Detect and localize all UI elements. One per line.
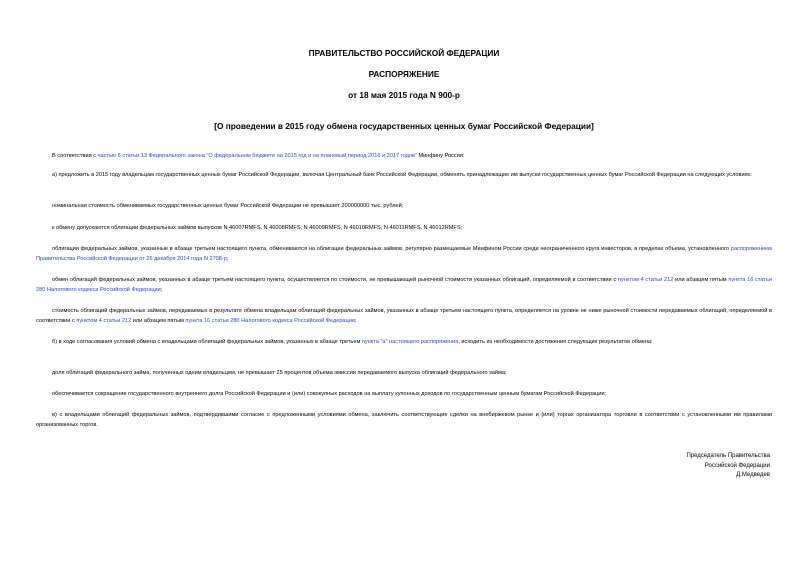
government-order-link[interactable]: распоряжением Правительства Российской Федерации от 26 декабря 2014 года N 2708-р [36, 246, 772, 262]
paragraph-text: Минфину России: [416, 153, 465, 159]
article-212-link[interactable]: пунктом 4 статьи 212 [617, 277, 674, 283]
paragraph-text: обмен облигаций федеральных займов, указанных в абзаце третьем настоящего пункта, осуществляется по стоимости, не превышающей рыночной стоимости указанных облигаций, определяемой в соответствии с [52, 277, 618, 283]
paragraph-c: в) с владельцами облигаций федеральных займов, подтвердившими согласие с предложенными условиями обмена, заключить соответствующие сделки на внебиржевом рынке и (или) торгах организатора торговли в соответствии с установленными им правилами организованных торгов. [36, 412, 772, 428]
paragraph-a: а) предложить в 2015 году владельцам государственных ценных бумаг Российской Федерации, включая Центральный банк Российской Федерации, обменять принадлежащие им выпуски государственных ценных бумаг Российской Федерации на следующих условиях: [52, 172, 752, 178]
paragraph-text: стоимость облигаций федеральных займов, передаваемых в результате обмена владельцам облигаций федеральных займов, указанных в абзаце третьем настоящего пункта, определяется на уровне не ниже рыночной стоимости передаваемых облигаций, определяемой в соответствии с [36, 308, 772, 324]
signature-block [686, 452, 770, 481]
paragraph-b [36, 338, 772, 348]
paragraph-text: В соответствии с [52, 153, 98, 159]
document-title: [О проведении в 2015 году обмена государственных ценных бумаг Российской Федерации] [214, 121, 594, 131]
document-type-heading: РАСПОРЯЖЕНИЕ [368, 69, 440, 79]
tax-code-article-280-link[interactable]: пункта 16 статьи 280 Налогового кодекса Российской Федерации [185, 317, 355, 324]
paragraph-text: облигации федеральных займов, указанные в абзаце третьем настоящего пункта, обмениваются на облигации федеральных займов, регулярно размещаемые Минфином России среди неограниченного круга инвесторов, в пределах объема, установленного [52, 246, 731, 252]
paragraph-text: или абзацем пятым [673, 277, 729, 283]
paragraph-text: б) в ходе согласования условий обмена с владельцами облигаций федеральных займов, указанных в абзаце третьем [52, 339, 362, 345]
date-number-heading: от 18 мая 2015 года N 900-р [348, 90, 460, 100]
paragraph-intro [36, 152, 772, 162]
signature-organization: Российской Федерации [704, 462, 770, 469]
paragraph-text: , исходить из необходимости достижения следующих результатов обмена: [458, 339, 653, 345]
federal-law-link[interactable]: частью 6 статьи 13 Федерального закона "О федеральном бюджете на 2015 год и на плановый период 2016 и 2017 годов" [97, 153, 417, 159]
tax-code-article-280-link[interactable]: пункта 16 статьи 280 Налогового кодекса Российской Федерации [36, 277, 772, 293]
paragraph-exchange-bonds [36, 245, 772, 264]
paragraph-text: или абзацем пятым [131, 317, 186, 324]
paragraph-debt-reduction: обеспечивается сокращение государственного внутреннего долга Российской Федерации и (или) совокупных расходов на выплату купонных доходов по государственным ценным бумагам Российской Федерации; [52, 391, 607, 397]
signature-position: Председатель Правительства [686, 453, 770, 459]
paragraph-bond-issues: к обмену допускаются облигации федеральных займов выпусков N 46007RMFS, N 46008RMFS, N 46009RMFS, N 46010RMFS, N 46011RMFS, N 46012RMFS; [52, 225, 463, 231]
article-212-link[interactable]: пунктом 4 статьи 212 [76, 317, 132, 324]
order-paragraph-a-link[interactable]: пункта "а" настоящего распоряжения [361, 339, 459, 345]
paragraph-exchange-value [36, 276, 772, 295]
paragraph-nominal-value: номинальная стоимость обмениваемых государственных ценных бумаг Российской Федерации не превышает 200000000 тыс. рублей; [52, 203, 404, 209]
paragraph-share-limit: доля облигаций федерального займа, полученных одним владельцем, не превышает 25 процентов объема эмиссии передаваемого выпуска облигаций федерального займа; [52, 370, 507, 376]
paragraph-text: ; [226, 255, 229, 262]
government-heading: ПРАВИТЕЛЬСТВО РОССИЙСКОЙ ФЕДЕРАЦИИ [308, 48, 500, 58]
signature-name: Д.Медведев [736, 472, 770, 478]
paragraph-text: ; [160, 286, 163, 293]
paragraph-text: ; [355, 317, 357, 324]
paragraph-transfer-value [36, 307, 772, 326]
